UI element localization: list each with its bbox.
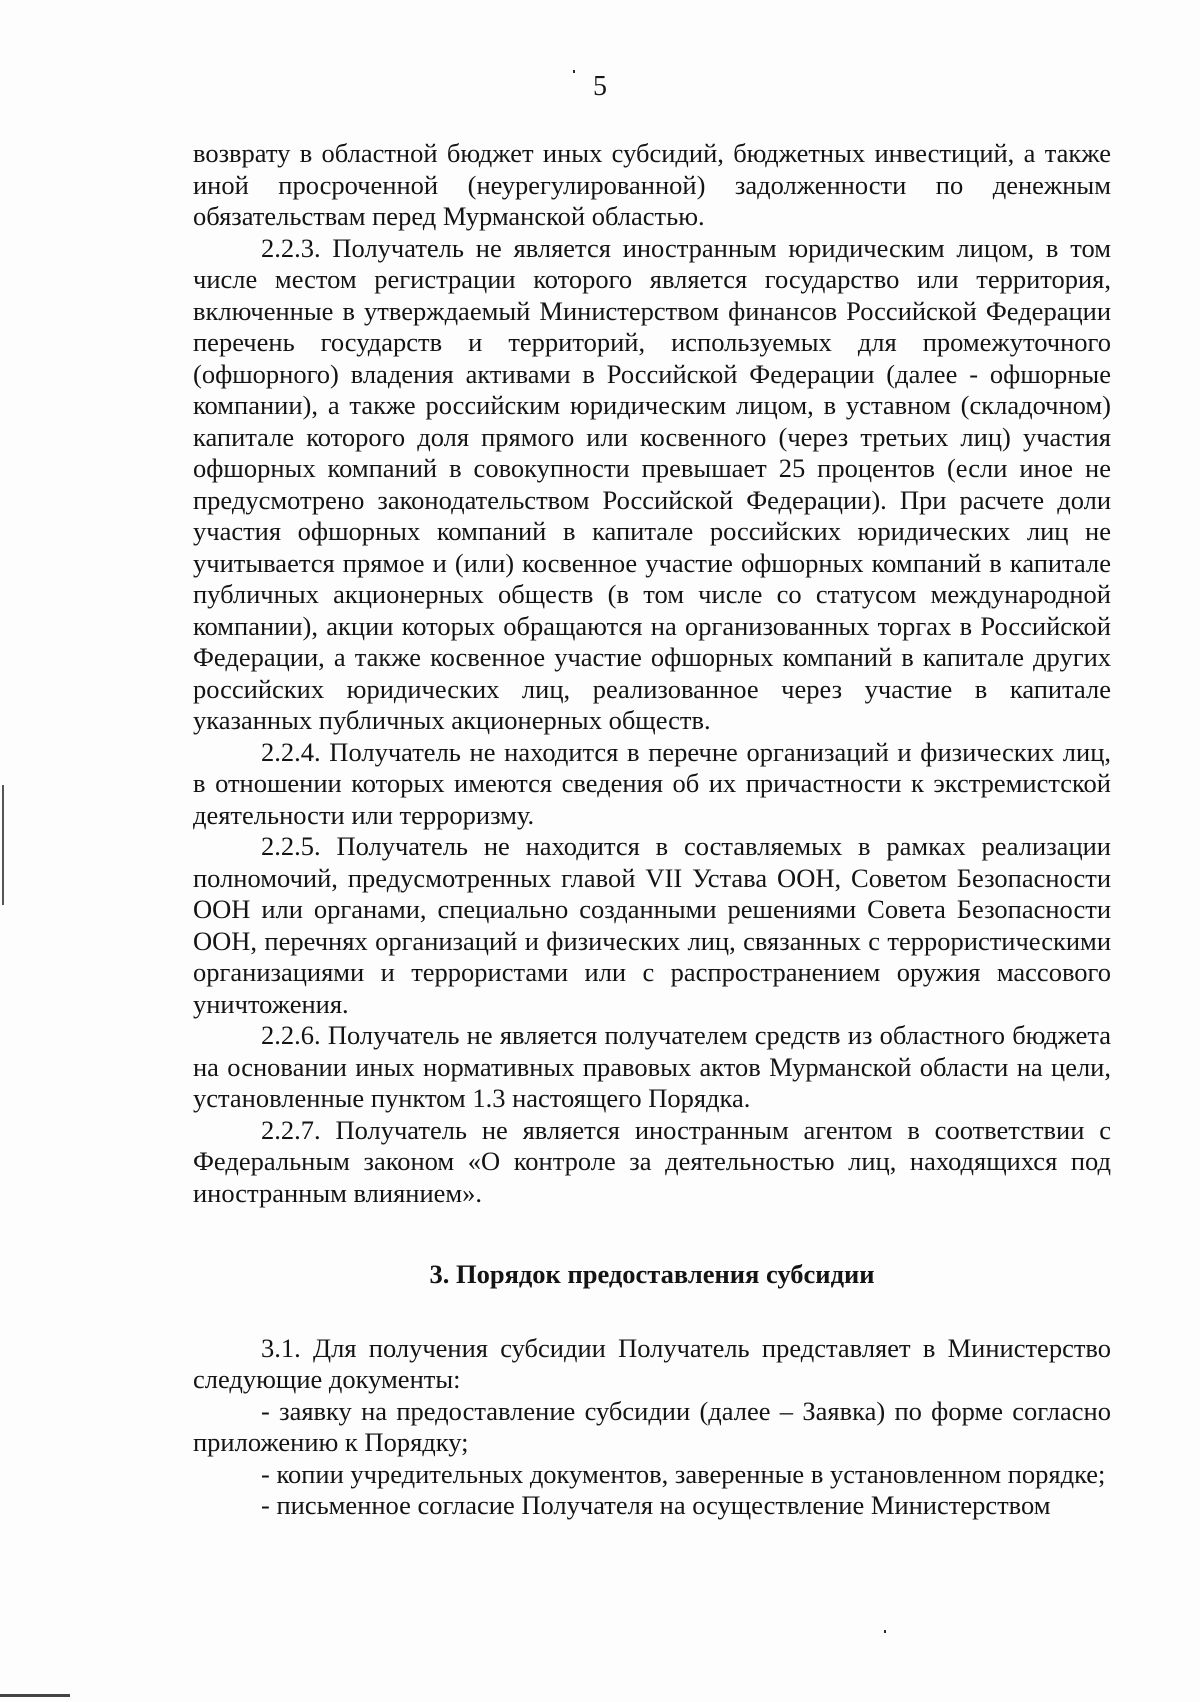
paragraph-2-2-3: 2.2.3. Получатель не является иностранным юридическим лицом, в том числе местом регистрации которого является государство или территория, включенные в утверждаемый Министерством финансов Российской Федерации перечень государств и территорий, используемых для промежуточного (офшорного) владения активами в Российской Федерации (далее - офшорные компании), а также российским юридическим лицом, в уставном (складочном) капитале которого доля прямого или косвенного (через третьих лиц) участия офшорных компаний в совокупности превышает 25 процентов (если иное не предусмотрено законодательством Российской Федерации). При расчете доли участия офшорных компаний в капитале российских юридических лиц не учитывается прямое и (или) косвенное участие офшорных компаний в капитале публичных акционерных обществ (в том числе со статусом международной компании), акции которых обращаются на организованных торгах в Российской Федерации, а также косвенное участие офшорных компаний в капитале других российских юридических лиц, реализованное через участие в капитале указанных публичных акционерных обществ. bbox=[193, 232, 1111, 735]
list-item-written-consent: - письменное согласие Получателя на осуществление Министерством bbox=[261, 1490, 1051, 1520]
paragraph-3-1: 3.1. Для получения субсидии Получатель представляет в Министерство следующие документы: bbox=[193, 1332, 1111, 1394]
scan-binding-line bbox=[2, 785, 4, 905]
page-number: 5 bbox=[593, 71, 607, 102]
paragraph-2-2-6: 2.2.6. Получатель не является получателем средств из областного бюджета на основании иных нормативных правовых актов Мурманской области на цели, установленные пунктом 1.3 настоящего Порядка. bbox=[193, 1020, 1111, 1113]
scan-edge-mark bbox=[0, 1694, 70, 1697]
paragraph-continuation: возврату в областной бюджет иных субсидий, бюджетных инвестиций, а также иной просроченной (неурегулированной) задолженности по денежным обязательствам перед Мурманской областью. bbox=[193, 138, 1111, 231]
section-heading: 3. Порядок предоставления субсидии bbox=[429, 1259, 875, 1289]
paragraph-2-2-4: 2.2.4. Получатель не находится в перечне организаций и физических лиц, в отношении которых имеются сведения об их причастности к экстремистской деятельности или терроризму. bbox=[193, 736, 1111, 830]
document-body bbox=[193, 138, 1111, 1522]
paragraph-2-2-7: 2.2.7. Получатель не является иностранным агентом в соответствии с Федеральным законом «О контроле за деятельностью лиц, находящихся под иностранным влиянием». bbox=[193, 1114, 1111, 1208]
list-item-application: - заявку на предоставление субсидии (далее – Заявка) по форме согласно приложению к Порядку; bbox=[193, 1395, 1111, 1457]
scan-speck-bottom bbox=[884, 1630, 886, 1633]
paragraph-2-2-5: 2.2.5. Получатель не находится в составляемых в рамках реализации полномочий, предусмотренных главой VII Устава ООН, Советом Безопасности ООН или органами, специально созданными решениями Совета Безопасности ООН, перечнях организаций и физических лиц, связанных с террористическими организациями и террористами или с распространением оружия массового уничтожения. bbox=[193, 831, 1111, 1019]
list-item-founding-documents: - копии учредительных документов, заверенные в установленном порядке; bbox=[261, 1458, 1106, 1489]
scan-speck-top bbox=[573, 70, 575, 73]
